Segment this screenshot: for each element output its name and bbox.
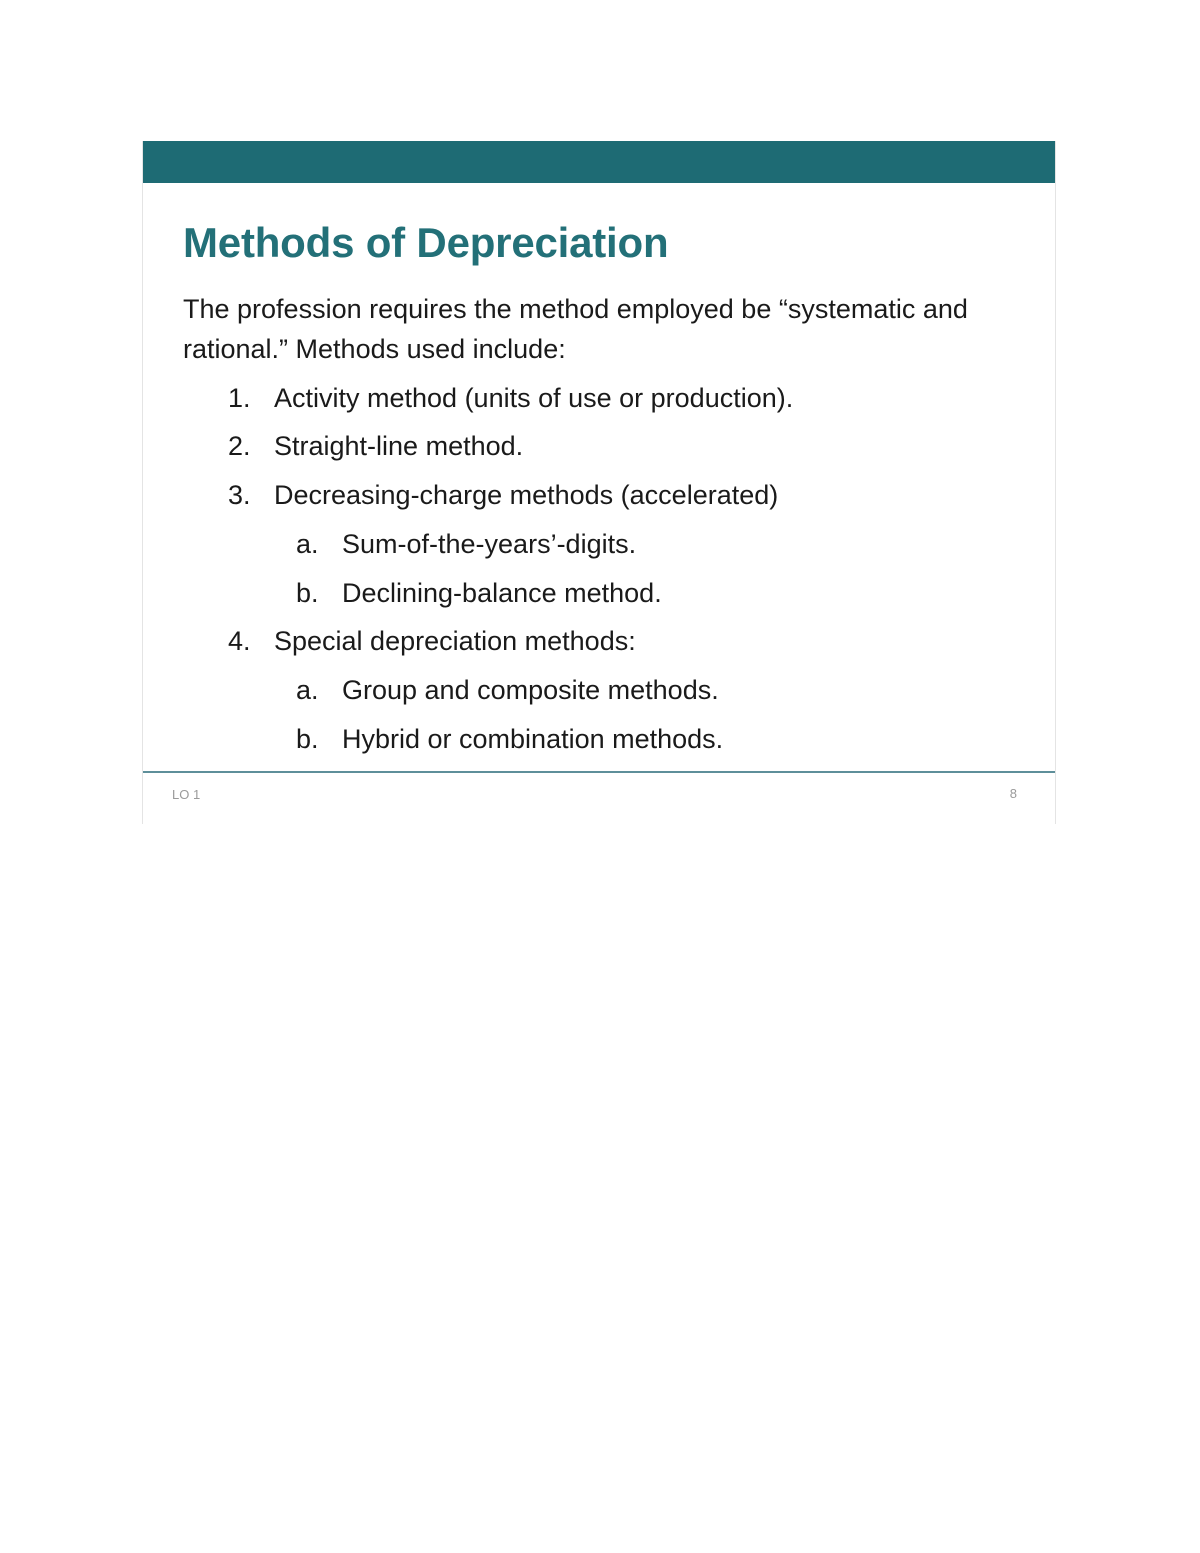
list-marker: 2.	[228, 431, 251, 461]
list-item-text: Hybrid or combination methods.	[342, 724, 724, 754]
page-number: 8	[1009, 786, 1017, 801]
list-marker: 1.	[228, 383, 251, 413]
header-bar	[143, 141, 1055, 183]
sub-list-item	[296, 670, 719, 710]
list-marker: a.	[296, 529, 319, 559]
list-item	[228, 621, 636, 661]
learning-objective-label: LO 1	[172, 787, 201, 802]
list-item-text: Activity method (units of use or production).	[274, 383, 794, 413]
list-marker: b.	[296, 578, 319, 608]
list-item-text: Declining-balance method.	[342, 578, 662, 608]
list-marker: 3.	[228, 480, 251, 510]
slide-title: Methods of Depreciation	[183, 219, 669, 266]
sub-list-item	[296, 573, 662, 613]
list-item-text: Sum-of-the-years’-digits.	[342, 529, 637, 559]
slide	[142, 141, 1056, 824]
list-item	[228, 475, 778, 515]
list-item-text: Group and composite methods.	[342, 675, 719, 705]
footer-divider	[143, 771, 1055, 773]
list-item	[228, 426, 523, 466]
list-item	[228, 378, 793, 418]
list-marker: a.	[296, 675, 319, 705]
list-item-text: Decreasing-charge methods (accelerated)	[274, 480, 779, 510]
list-marker: 4.	[228, 626, 251, 656]
list-item-text: Straight-line method.	[274, 431, 524, 461]
intro-paragraph: The profession requires the method employed be “systematic and rational.” Methods used include:	[183, 294, 968, 364]
list-marker: b.	[296, 724, 319, 754]
list-item-text: Special depreciation methods:	[274, 626, 636, 656]
sub-list-item	[296, 719, 723, 759]
sub-list-item	[296, 524, 636, 564]
